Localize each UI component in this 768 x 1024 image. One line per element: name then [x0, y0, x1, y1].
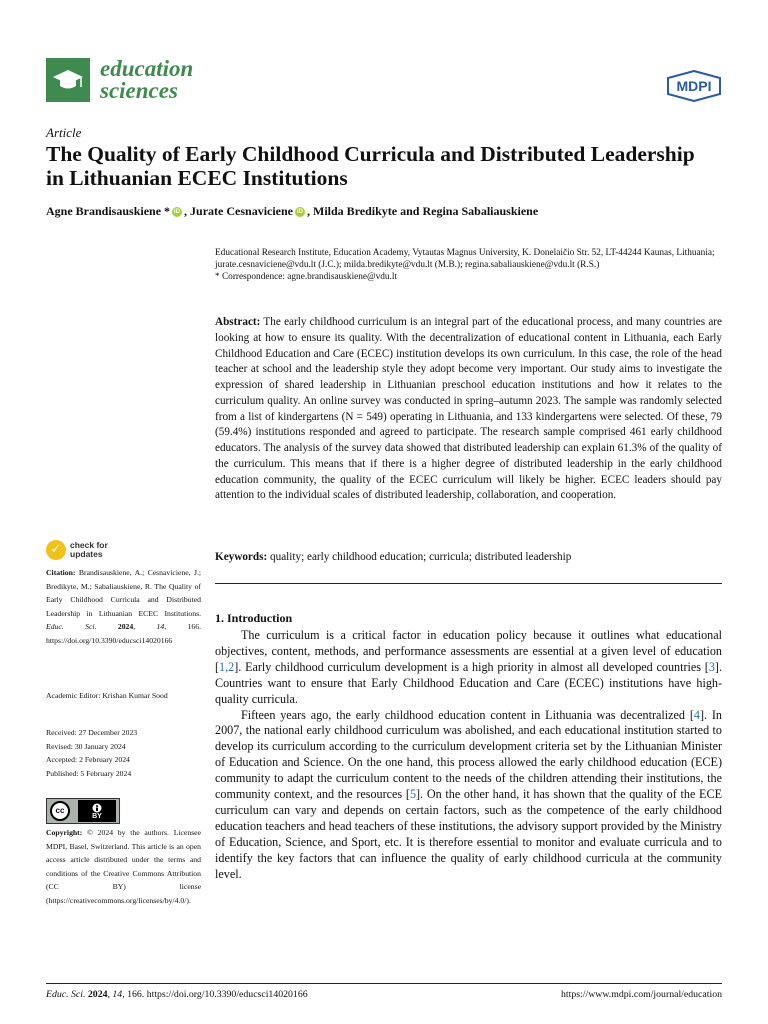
author-name[interactable]: Jurate Cesnaviciene: [190, 204, 294, 218]
paragraph: [215, 708, 722, 883]
footer-doi[interactable]: , 166. https://doi.org/10.3390/educsci14020166: [122, 989, 308, 1000]
text-run: Fifteen years ago, the early childhood education content in Lithuania was decentralized [: [241, 707, 694, 722]
correspondence: * Correspondence: agne.brandisauskiene@vdu.lt: [215, 272, 398, 283]
copyright-label: Copyright:: [46, 828, 83, 837]
footer-journal-url[interactable]: https://www.mdpi.com/journal/education: [561, 989, 722, 1000]
text-run: ]. On the other hand, it has shown that the quality of the ECE curriculum can vary and depends on certain factors, such as the competence of the early childhood education teachers and head teachers of these institutions, the advisory support provided by the Ministry of Education, Science, and Sport, etc. It is therefore essential to monitor and evaluate curricula and to identify the key factors that can influence the quality of early childhood curricula at the community level.: [215, 787, 722, 881]
abstract-text: The early childhood curriculum is an integral part of the educational process, and many countries are looking at how to ensure its quality. With the decentralization of educational content in Lithuania, each Early Childhood Education and Care (ECEC) institution develops its own curriculum. In this case, the role of the head teacher at school and the leadership style they adopt become very important. Our study aims to investigate the expression of shared leadership in Lithuanian preschool education institutions and how it relates to the curriculum quality. An online survey was conducted in spring–autumn 2023. The sample was randomly selected from a list of kindergartens (N = 549) operating in Lithuania, and 133 kindergartens were selected. Of these, 79 (59.4%) institutions responded and agreed to participate. The research sample comprised 461 early childhood educators. The analysis of the survey data showed that distributed leadership can explain 61.3% of the quality of the curriculum. This means that if there is a higher degree of distributed leadership in the early childhood education community, the quality of the ECEC curriculum will likely be higher. ECEC leaders should pay attention to the individual scales of distributed leadership, collaboration, and cooperation.: [215, 316, 722, 502]
affiliations: [215, 247, 725, 284]
journal-name-line1: education: [100, 56, 194, 81]
keywords: [215, 550, 722, 565]
article-type: Article: [46, 125, 82, 140]
checkmark-icon: ✓: [46, 540, 66, 560]
introduction-body: [215, 628, 722, 883]
footer-journal: Educ. Sci.: [46, 989, 86, 1000]
citation-doi[interactable]: , 166. https://doi.org/10.3390/educsci14020166: [46, 622, 202, 645]
author-name[interactable]: Agne Brandisauskiene: [46, 204, 162, 218]
academic-editor: Academic Editor: Krishan Kumar Sood: [46, 691, 168, 700]
accepted-date: Accepted: 2 February 2024: [46, 755, 130, 764]
footer-volume: 14: [112, 989, 123, 1000]
orcid-icon[interactable]: iD: [297, 209, 304, 216]
author-name[interactable]: Milda Bredikyte and Regina Sabaliauskiene: [313, 204, 539, 218]
citation-volume: 14: [156, 622, 165, 631]
footer-year: 2024: [87, 989, 108, 1000]
copyright-text: © 2024 by the authors. Licensee MDPI, Basel, Switzerland. This article is an open access article distributed under the terms and conditions of the Creative Commons Attribution (CC BY) license (https://creativecommons.org/licenses/by/4.0/).: [46, 828, 202, 905]
footer-citation: Educ. Sci. 2024, 14, 166. https://doi.org/10.3390/educsci14020166: [46, 989, 308, 1000]
check-for-updates-label: [70, 541, 108, 559]
text-run: The curriculum is a critical factor in education policy because it outlines what educational objectives, content, methods, and performance assessments are essential at a given level of education [: [215, 628, 722, 674]
section-divider: [215, 583, 722, 584]
journal-logo[interactable]: [46, 58, 193, 102]
publisher-name: MDPI: [676, 78, 712, 94]
check-line-2: updates: [70, 549, 103, 559]
author-list: Agne Brandisauskiene * iD , Jurate Cesnaviciene iD , Milda Bredikyte and Regina Sabaliauskiene: [46, 204, 539, 218]
orcid-icon[interactable]: iD: [174, 209, 181, 216]
citation-link[interactable]: 1,2: [219, 659, 235, 674]
cc-by-license-badge[interactable]: [46, 798, 120, 824]
article-title: The Quality of Early Childhood Curricula and Distributed Leadership in Lithuanian ECEC Institutions: [46, 142, 695, 190]
by-label: BY: [92, 812, 102, 820]
publication-dates: [46, 726, 201, 780]
citation-label: Citation:: [46, 568, 76, 577]
citation-year: 2024: [117, 622, 134, 631]
affiliation-text: Educational Research Institute, Education Academy, Vytautas Magnus University, K. Donelaičio Str. 52, LT-44244 Kaunas, Lithuania; jurate.cesnaviciene@vdu.lt (J.C.); milda.bredikyte@vdu.lt (M.B.); regina.sabaliauskiene@vdu.lt (R.S.): [215, 248, 715, 271]
graduation-cap-icon: [46, 58, 90, 102]
text-run: ]. In 2007, the national early childhood curriculum was abolished, and each educational institution started to develop its curriculum according to the curriculum development criteria set by the Lithuanian Minister of Education and Science. On the one hand, this process allowed the early childhood education (ECE) community to adapt the curriculum content to the needs of the children attending their institutions, the community context, and the resources [: [215, 707, 722, 802]
revised-date: Revised: 30 January 2024: [46, 741, 126, 751]
publisher-logo[interactable]: [667, 70, 721, 107]
by-attribution-icon: [78, 800, 116, 822]
text-run: ]. Countries want to ensure that Early Childhood Education and Care (ECEC) institutions have high-quality curricula.: [215, 659, 722, 706]
journal-name-line2: sciences: [100, 78, 178, 103]
section-heading: 1. Introduction: [215, 611, 293, 625]
citation-link[interactable]: 3: [708, 659, 715, 674]
corresponding-mark: *: [161, 204, 171, 218]
citation-text: Brandisauskiene, A.; Cesnaviciene, J.; Bredikyte, M.; Sabaliauskiene, R. The Quality of Early Childhood Curricula and Distributed Leadership in Lithuanian ECEC Institutions.: [46, 568, 202, 618]
check-line-1: check for: [70, 540, 108, 550]
published-date: Published: 5 February 2024: [46, 768, 132, 778]
abstract-label: Abstract:: [215, 316, 261, 328]
citation-journal: Educ. Sci.: [46, 622, 97, 631]
check-for-updates-badge[interactable]: [46, 540, 108, 560]
keywords-label: Keywords:: [215, 551, 268, 563]
received-date: Received: 27 December 2023: [46, 728, 138, 737]
paragraph: [215, 628, 722, 708]
journal-name: [100, 58, 193, 102]
keywords-text: quality; early childhood education; curricula; distributed leadership: [270, 551, 572, 563]
abstract: [215, 315, 722, 504]
footer-divider: [46, 983, 722, 984]
citation-block: Citation: Brandisauskiene, A.; Cesnaviciene, J.; Bredikyte, M.; Sabaliauskiene, R. The Quality of Early Childhood Curricula and Distributed Leadership in Lithuanian ECEC Institutions. Educ. Sci. 2024, 14, 166. https://doi.org/10.3390/educsci14020166: [46, 568, 202, 645]
text-run: ]. Early childhood curriculum development is a high priority in almost all developed countries [: [234, 659, 709, 674]
copyright-block: [46, 826, 201, 907]
citation-link[interactable]: 5: [409, 787, 417, 802]
citation-link[interactable]: 4: [693, 707, 700, 722]
cc-icon: cc: [50, 801, 70, 821]
